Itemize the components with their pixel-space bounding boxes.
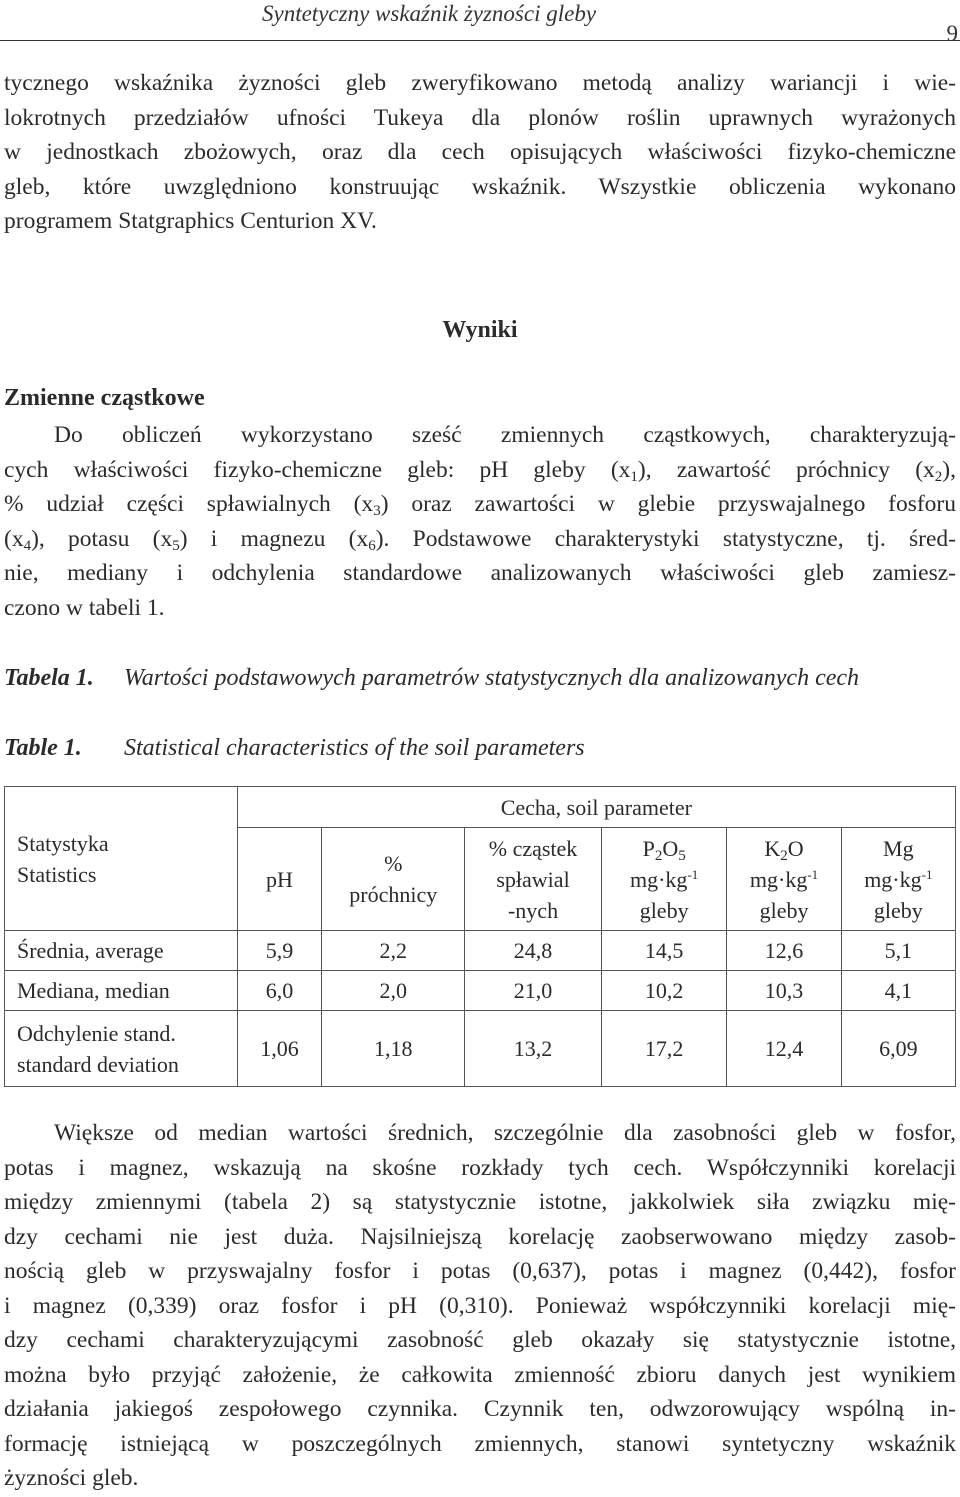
table-cell: 2,2 xyxy=(322,931,465,971)
text-span: ) oraz zawartości w glebie przyswajalnego fosforu xyxy=(380,491,956,517)
row-label: Mediana, median xyxy=(5,971,238,1011)
text-line: Do obliczeń wykorzystano sześć zmiennych cząstkowych, charakteryzują- xyxy=(54,422,956,448)
column-header-potassium xyxy=(727,828,841,931)
column-header-phosphorus xyxy=(601,828,727,931)
table-cell: 12,4 xyxy=(727,1011,841,1087)
text-span: ), xyxy=(942,456,956,483)
running-header xyxy=(0,0,960,46)
subsection-heading: Zmienne cząstkowe xyxy=(4,385,205,411)
stub-label: Statystyka xyxy=(17,830,109,856)
text-line: w jednostkach zbożowych, oraz dla cech opisujących właściwości fizyko-chemiczne xyxy=(4,139,956,165)
text-line: potas i magnez, wskazują na skośne rozkłady tych cech. Współczynniki korelacji xyxy=(4,1154,956,1181)
caption-text: Statistical characteristics of the soil parameters xyxy=(124,735,585,761)
table-cell: 4,1 xyxy=(841,971,955,1011)
text-line: można było przyjąć założenie, że całkowita zmienność zbioru danych jest wynikiem xyxy=(4,1361,956,1388)
text-line: Większe od median wartości średnich, szczególnie dla zasobności gleb w fosfor, xyxy=(54,1120,956,1146)
statistics-table xyxy=(4,786,956,1087)
header-line xyxy=(642,835,686,864)
header-text: K xyxy=(764,835,781,861)
column-header-ph: pH xyxy=(237,828,322,931)
text-span: ), potasu (x xyxy=(31,525,173,552)
text-line xyxy=(4,487,956,522)
text-line: działania jakiegoś zespołowego czynnika. Czynnik ten, odwzorowujący wspólną in- xyxy=(4,1396,956,1422)
text-span: (x xyxy=(4,525,24,552)
text-span: ). Podstawowe charakterystyki statystyczne, tj. śred- xyxy=(375,525,956,552)
text-span: ) i magnezu (x xyxy=(179,525,369,552)
header-line: Mg xyxy=(883,835,914,861)
text-span: % udział części spławialnych (x xyxy=(4,491,374,517)
text-line: tycznego wskaźnika żyzności gleb zweryfikowano metodą analizy wariancji i wie- xyxy=(4,70,956,96)
text-line: formację istniejącą w poszczególnych zmiennych, stanowi syntetyczny wskaźnik xyxy=(4,1430,956,1457)
table-row xyxy=(5,971,956,1011)
table-cell: 5,9 xyxy=(237,931,322,971)
variables-paragraph xyxy=(4,418,956,625)
unit-text: mg·kg xyxy=(749,866,808,892)
subscript: 4 xyxy=(23,537,32,554)
table-cell: 2,0 xyxy=(322,971,465,1011)
unit-line xyxy=(630,867,698,892)
text-line: między zmiennymi (tabela 2) są statystycznie istotne, jakkolwiek siła związku mię- xyxy=(4,1189,956,1215)
table-caption-en xyxy=(4,731,956,766)
table-caption-pl xyxy=(4,661,956,731)
header-line: % cząstek xyxy=(488,835,578,861)
header-line: próchnicy xyxy=(349,882,438,907)
table-header-row xyxy=(5,787,956,828)
subscript: 2 xyxy=(654,847,663,864)
table-cell: 13,2 xyxy=(465,1011,602,1087)
header-line: -nych xyxy=(507,897,559,923)
caption-text: Wartości podstawowych parametrów statystycznych dla analizowanych cech xyxy=(124,665,860,691)
table-cell: 17,2 xyxy=(601,1011,727,1087)
text-line: lokrotnych przedziałów ufności Tukeya dla plonów roślin uprawnych wyrażonych xyxy=(4,104,956,131)
text-line: nością gleb w przyswajalny fosfor i potas (0,637), potas i magnez (0,442), fosfor xyxy=(4,1258,956,1284)
header-text: O xyxy=(662,835,679,861)
row-label: Średnia, average xyxy=(5,931,238,971)
text-line: dzy cechami charakteryzującymi zasobność gleb okazały się statystycznie istotne, xyxy=(4,1327,956,1353)
subscript: 2 xyxy=(934,468,943,485)
superscript: -1 xyxy=(687,866,699,882)
section-heading: Wyniki xyxy=(442,317,518,343)
header-line xyxy=(764,835,804,864)
subscript: 6 xyxy=(368,537,376,554)
table-cell: 1,06 xyxy=(237,1011,322,1087)
table-cell: 21,0 xyxy=(465,971,602,1011)
superscript: -1 xyxy=(807,866,819,882)
caption-label: Table 1. xyxy=(4,735,82,761)
text-line xyxy=(4,522,956,557)
header-line: spławial xyxy=(496,866,570,892)
text-line: gleb, które uwzględniono konstruując wskaźnik. Wszystkie obliczenia wykonano xyxy=(4,173,956,200)
subscript: 3 xyxy=(373,503,381,519)
methods-paragraph xyxy=(4,66,956,239)
table-row xyxy=(5,1011,956,1087)
table-cell: 6,09 xyxy=(841,1011,955,1087)
unit-text: mg·kg xyxy=(629,866,688,892)
column-header-clay xyxy=(465,828,602,931)
row-label-line: standard deviation xyxy=(17,1051,179,1077)
row-label xyxy=(5,1011,238,1087)
table-row xyxy=(5,931,956,971)
subscript: 2 xyxy=(780,847,788,864)
text-line: nie, mediany i odchylenia standardowe analizowanych właściwości gleb zamiesz- xyxy=(4,560,956,586)
text-line: żyzności gleb. xyxy=(4,1465,139,1491)
unit-text: mg·kg xyxy=(864,866,922,892)
row-label-line: Odchylenie stand. xyxy=(17,1020,176,1046)
table-stub-header xyxy=(5,787,238,931)
text-line: czono w tabeli 1. xyxy=(4,594,165,621)
discussion-paragraph xyxy=(4,1116,956,1496)
header-line: gleby xyxy=(639,897,689,923)
table-cell: 12,6 xyxy=(727,931,841,971)
header-line: % xyxy=(384,851,403,876)
header-text: P xyxy=(642,835,655,861)
unit-line xyxy=(750,867,818,892)
header-line: gleby xyxy=(873,897,923,923)
table-cell: 10,2 xyxy=(601,971,727,1011)
subscript: 5 xyxy=(678,847,686,864)
header-line: gleby xyxy=(759,897,809,923)
header-text: O xyxy=(787,835,804,861)
subscript: 1 xyxy=(630,468,638,485)
column-header-humus xyxy=(322,828,465,931)
running-title: Syntetyczny wskaźnik żyzności gleby xyxy=(262,1,597,26)
text-line xyxy=(4,453,956,488)
table-cell: 1,18 xyxy=(322,1011,465,1087)
table-cell: 14,5 xyxy=(601,931,727,971)
subscript: 5 xyxy=(172,537,180,554)
table-cell: 24,8 xyxy=(465,931,602,971)
superscript: -1 xyxy=(921,866,933,882)
caption-label: Tabela 1. xyxy=(4,665,94,691)
text-span: cych właściwości fizyko-chemiczne gleb: pH gleby (x xyxy=(4,456,631,483)
text-line: dzy cechami nie jest duża. Najsilniejszą korelację zaobserwowano między zasob- xyxy=(4,1223,956,1250)
table-cell: 5,1 xyxy=(841,931,955,971)
text-line: i magnez (0,339) oraz fosfor i pH (0,310). Ponieważ współczynniki korelacji mię- xyxy=(4,1292,956,1319)
table-cell: 10,3 xyxy=(727,971,841,1011)
column-header-magnesium xyxy=(841,828,955,931)
text-line: programem Statgraphics Centurion XV. xyxy=(4,208,377,234)
text-span: ), zawartość próchnicy (x xyxy=(637,456,935,483)
table-cell: 6,0 xyxy=(237,971,322,1011)
stub-label: Statistics xyxy=(17,861,97,887)
table-group-header: Cecha, soil parameter xyxy=(237,787,955,828)
unit-line xyxy=(864,867,932,892)
page-number: 9 xyxy=(946,21,958,46)
